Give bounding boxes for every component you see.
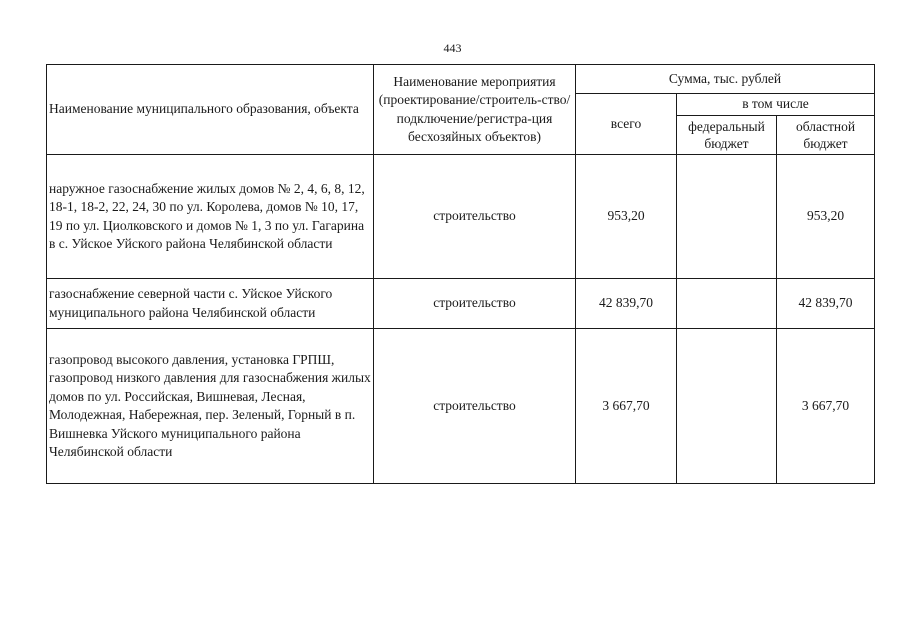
table-header-row [47,65,875,94]
page-number: 443 [443,41,462,55]
cell-regional: 3 667,70 [777,329,875,484]
header-including: в том числе [677,94,875,116]
cell-total: 42 839,70 [576,279,677,329]
cell-total: 3 667,70 [576,329,677,484]
cell-federal [677,329,777,484]
table-row [47,329,875,484]
cell-activity: строительство [374,329,576,484]
header-total: всего [576,94,677,155]
header-regional-budget: областной бюджет [777,116,875,155]
cell-object-name: газоснабжение северной части с. Уйское Уйского муниципального района Челябинской области [47,279,374,329]
cell-object-name: газопровод высокого давления, установка ГРПШ, газопровод низкого давления для газоснабжения жилых домов по ул. Российская, Вишневая, Лесная, Молодежная, Набережная, пер. Зеленый, Горный в п. Вишневка Уйского муниципального района Челябинской области [47,329,374,484]
cell-regional: 953,20 [777,155,875,279]
budget-table [46,64,875,484]
header-sum: Сумма, тыс. рублей [576,65,875,94]
cell-object-name: наружное газоснабжение жилых домов № 2, 4, 6, 8, 12, 18-1, 18-2, 22, 24, 30 по ул. Королева, домов № 10, 17, 19 по ул. Циолковского и домов № 1, 3 по ул. Гагарина в с. Уйское Уйского района Челябинской области [47,155,374,279]
header-activity: Наименование мероприятия (проектирование/строитель-ство/подключение/регистра-ция бесхозяйных объектов) [374,65,576,155]
header-municipality: Наименование муниципального образования, объекта [47,65,374,155]
cell-activity: строительство [374,155,576,279]
table-row [47,279,875,329]
cell-activity: строительство [374,279,576,329]
cell-federal [677,155,777,279]
cell-regional: 42 839,70 [777,279,875,329]
header-federal-budget: федеральный бюджет [677,116,777,155]
table-row [47,155,875,279]
cell-total: 953,20 [576,155,677,279]
cell-federal [677,279,777,329]
